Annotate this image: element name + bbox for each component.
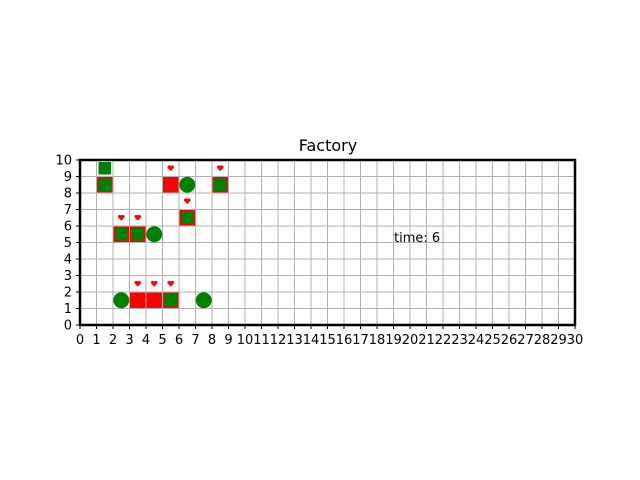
heart-marker xyxy=(167,281,174,287)
heart-marker xyxy=(151,281,158,287)
machine-square xyxy=(147,293,163,309)
x-tick-label: 5 xyxy=(158,333,167,348)
x-tick-label: 4 xyxy=(141,333,151,348)
heart-marker xyxy=(118,215,125,221)
x-tick-label: 25 xyxy=(484,333,501,348)
x-tick-label: 1 xyxy=(92,333,101,348)
x-tick-label: 17 xyxy=(352,333,369,348)
product-circle xyxy=(113,292,129,308)
y-tick-label: 4 xyxy=(63,252,72,268)
y-tick-label: 0 xyxy=(63,318,72,334)
x-tick-label: 21 xyxy=(418,333,435,348)
time-annotation: time: 6 xyxy=(394,231,441,246)
x-tick-label: 27 xyxy=(517,333,534,348)
machine-square xyxy=(130,293,146,309)
product-square xyxy=(99,162,112,175)
y-tick-label: 8 xyxy=(63,186,72,202)
x-tick-label: 22 xyxy=(434,333,452,348)
x-tick-label: 29 xyxy=(550,333,567,348)
machine-square xyxy=(163,177,179,193)
x-tick-label: 18 xyxy=(368,333,386,348)
product-square xyxy=(132,228,145,241)
x-tick-label: 2 xyxy=(108,333,118,348)
x-tick-label: 7 xyxy=(191,333,200,348)
heart-marker xyxy=(134,215,141,221)
x-tick-label: 3 xyxy=(125,333,134,348)
x-tick-label: 6 xyxy=(174,333,184,348)
axis-ticks xyxy=(55,154,583,349)
heart-marker xyxy=(217,165,224,171)
product-square xyxy=(99,179,112,192)
heart-marker xyxy=(134,281,141,287)
heart-marker xyxy=(167,165,174,171)
product-square xyxy=(115,228,128,241)
y-tick-label: 1 xyxy=(63,302,72,317)
x-tick-label: 10 xyxy=(236,333,254,348)
product-square xyxy=(214,179,227,192)
x-tick-label: 14 xyxy=(302,333,320,348)
product-square xyxy=(165,294,178,307)
x-tick-label: 16 xyxy=(335,333,353,348)
y-tick-label: 9 xyxy=(63,170,72,185)
x-tick-label: 28 xyxy=(533,333,551,348)
y-tick-label: 5 xyxy=(63,236,72,251)
x-tick-label: 24 xyxy=(467,333,485,348)
x-tick-label: 23 xyxy=(451,333,468,348)
y-tick-label: 3 xyxy=(63,269,72,284)
x-tick-label: 19 xyxy=(385,333,402,348)
x-tick-label: 12 xyxy=(269,333,287,348)
x-tick-label: 30 xyxy=(566,333,584,348)
x-tick-label: 15 xyxy=(319,333,336,348)
x-tick-label: 20 xyxy=(401,333,419,348)
x-tick-label: 26 xyxy=(500,333,518,348)
x-tick-label: 8 xyxy=(207,333,217,348)
y-tick-label: 7 xyxy=(63,203,72,218)
product-circle xyxy=(196,292,212,308)
x-tick-label: 0 xyxy=(75,333,85,348)
x-tick-label: 11 xyxy=(253,333,270,348)
y-tick-label: 2 xyxy=(63,285,72,301)
heart-marker xyxy=(184,198,191,204)
y-tick-label: 6 xyxy=(63,219,72,235)
y-tick-label: 10 xyxy=(55,153,72,169)
x-tick-label: 13 xyxy=(286,333,303,348)
product-circle xyxy=(179,177,195,193)
product-square xyxy=(181,212,194,225)
x-tick-label: 9 xyxy=(224,333,233,348)
product-circle xyxy=(146,226,162,242)
chart-title: Factory xyxy=(298,136,358,155)
